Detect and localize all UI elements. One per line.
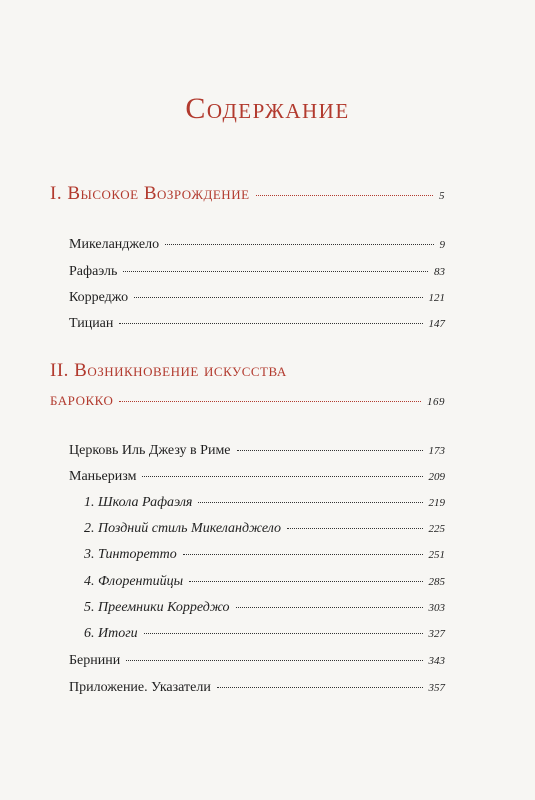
toc-item-mannerism[interactable] bbox=[0, 469, 535, 485]
dot-leader bbox=[126, 660, 422, 661]
toc-item-label: 5. Преемники Корреджо bbox=[84, 600, 230, 615]
toc-page-number: 5 bbox=[439, 190, 445, 202]
toc-page-number: 9 bbox=[439, 239, 445, 251]
toc-part-2-line1[interactable]: II. Возникновение искусства bbox=[50, 360, 287, 381]
toc-page-number: 121 bbox=[428, 292, 445, 304]
toc-subitem-correggio-successors[interactable] bbox=[0, 600, 535, 616]
toc-item-titian[interactable] bbox=[0, 316, 535, 332]
dot-leader bbox=[134, 297, 422, 298]
toc-page-number: 169 bbox=[427, 396, 445, 408]
toc-page-number: 83 bbox=[434, 266, 445, 278]
toc-item-label: Микеланджело bbox=[69, 237, 160, 252]
dot-leader bbox=[236, 607, 423, 608]
toc-item-label: 4. Флорентийцы bbox=[84, 574, 184, 589]
toc-item-label: 1. Школа Рафаэля bbox=[84, 495, 193, 510]
toc-item-raphael[interactable] bbox=[0, 264, 535, 280]
toc-item-label: Приложение. Указатели bbox=[69, 680, 211, 695]
dot-leader bbox=[256, 195, 433, 196]
dot-leader bbox=[119, 323, 422, 324]
toc-item-appendix[interactable] bbox=[0, 680, 535, 696]
toc-page-number: 209 bbox=[428, 471, 445, 483]
toc-part-1[interactable] bbox=[0, 183, 535, 205]
toc-page-number: 251 bbox=[428, 549, 445, 561]
toc-subitem-results[interactable] bbox=[0, 626, 535, 642]
toc-page-number: 343 bbox=[428, 655, 445, 667]
toc-page-number: 219 bbox=[428, 497, 445, 509]
toc-item-label: Маньеризм bbox=[69, 469, 137, 484]
toc-item-label: 6. Итоги bbox=[84, 626, 138, 641]
toc-subitem-late-michelangelo[interactable] bbox=[0, 521, 535, 537]
dot-leader bbox=[119, 401, 421, 402]
dot-leader bbox=[165, 244, 433, 245]
toc-item-michelangelo[interactable] bbox=[0, 237, 535, 253]
toc-subitem-tintoretto[interactable] bbox=[0, 547, 535, 563]
toc-item-label: Рафаэль bbox=[69, 264, 118, 279]
dot-leader bbox=[287, 528, 422, 529]
dot-leader bbox=[198, 502, 422, 503]
toc-part-2[interactable] bbox=[0, 389, 535, 411]
dot-leader bbox=[217, 687, 423, 688]
toc-item-label: Бернини bbox=[69, 653, 121, 668]
toc-page-number: 173 bbox=[428, 445, 445, 457]
toc-page-number: 285 bbox=[428, 576, 445, 588]
dot-leader bbox=[237, 450, 423, 451]
toc-part-label: барокко bbox=[50, 389, 114, 410]
toc-subitem-florentines[interactable] bbox=[0, 574, 535, 590]
toc-item-label: 3. Тинторетто bbox=[84, 547, 177, 562]
dot-leader bbox=[144, 633, 423, 634]
toc-page-number: 225 bbox=[428, 523, 445, 535]
toc-page-number: 357 bbox=[428, 682, 445, 694]
toc-page-number: 303 bbox=[428, 602, 445, 614]
page-title: Содержание bbox=[185, 92, 350, 125]
toc-item-label: 2. Поздний стиль Микеланджело bbox=[84, 521, 282, 536]
toc-part-label: I. Высокое Возрождение bbox=[50, 183, 250, 204]
toc-item-label: Тициан bbox=[69, 316, 114, 331]
toc-item-label: Корреджо bbox=[69, 290, 129, 305]
dot-leader bbox=[142, 476, 422, 477]
dot-leader bbox=[183, 554, 423, 555]
toc-item-il-gesu[interactable] bbox=[0, 443, 535, 459]
dot-leader bbox=[123, 271, 428, 272]
toc-item-bernini[interactable] bbox=[0, 653, 535, 669]
toc-subitem-raphael-school[interactable] bbox=[0, 495, 535, 511]
toc-page-number: 327 bbox=[428, 628, 445, 640]
toc-item-label: Церковь Иль Джезу в Риме bbox=[69, 443, 231, 458]
toc-item-correggio[interactable] bbox=[0, 290, 535, 306]
toc-page-number: 147 bbox=[428, 318, 445, 330]
dot-leader bbox=[189, 581, 422, 582]
